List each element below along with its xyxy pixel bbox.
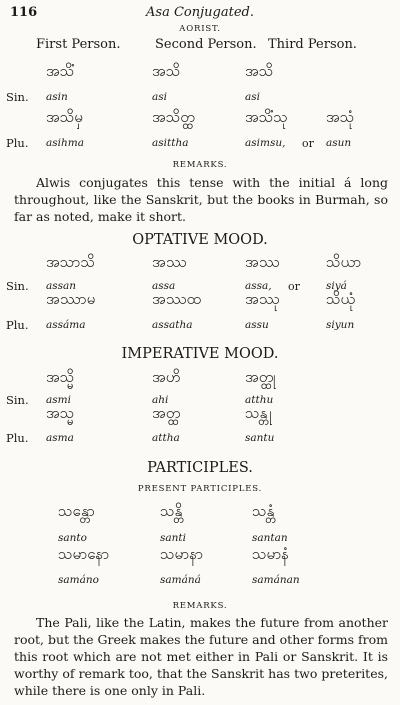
remarks-paragraph — [14, 174, 388, 225]
row-label-plural: Plu. — [6, 431, 29, 445]
burmese-word: အသိ — [245, 62, 274, 80]
burmese-word: အဿု — [245, 290, 280, 308]
remarks-text: Alwis conjugates this tense with the initial á long throughout, like the Sanskrit, but the books in Burmah, so far as noted, make it short. — [14, 175, 388, 224]
burmese-word: သိယာ — [326, 253, 362, 271]
burmese-word: အဿာမ — [46, 290, 96, 308]
row-label-plural: Plu. — [6, 318, 29, 332]
roman-word: samáno — [58, 574, 99, 586]
roman-word: attha — [152, 432, 180, 444]
optative-heading: OPTATIVE MOOD. — [132, 232, 268, 248]
roman-word: asi — [245, 91, 261, 103]
burmese-word: အသိမှ — [46, 108, 83, 126]
burmese-word: သမာနံ — [252, 545, 290, 563]
roman-word: asun — [326, 137, 352, 149]
roman-word: assu — [245, 319, 269, 331]
present-participles-subtitle: PRESENT PARTICIPLES. — [137, 484, 263, 494]
roman-word: siyá — [326, 280, 347, 292]
burmese-word: အဿ — [152, 253, 187, 271]
burmese-word: အဿ — [245, 253, 280, 271]
column-third-person: Third Person. — [268, 37, 357, 52]
row-label-singular: Sin. — [6, 393, 29, 407]
burmese-word: သမာနော — [58, 545, 110, 563]
burmese-word: အတ္ထ — [152, 404, 181, 422]
remarks-title: REMARKS. — [172, 601, 228, 611]
burmese-word: အသိတ္ထ — [152, 108, 195, 126]
row-label-plural: Plu. — [6, 136, 29, 150]
roman-word: santan — [252, 532, 288, 544]
burmese-word: အဟိ — [152, 368, 181, 386]
column-first-person: First Person. — [36, 37, 121, 52]
column-second-person: Second Person. — [155, 37, 257, 52]
roman-word: ahi — [152, 394, 169, 406]
burmese-word: အသာသိ — [46, 253, 95, 271]
remarks-paragraph — [14, 614, 388, 699]
row-label-singular: Sin. — [6, 90, 29, 104]
roman-word: assa, — [245, 280, 272, 292]
roman-word: samáná — [160, 574, 201, 586]
roman-word: asittha — [152, 137, 189, 149]
roman-word: siyun — [326, 319, 355, 331]
burmese-word: အသ္မ — [46, 404, 75, 422]
remarks-title: REMARKS. — [172, 160, 228, 170]
or-text: or — [288, 280, 300, 293]
roman-word: asin — [46, 91, 68, 103]
burmese-word: သိယုံ — [326, 290, 356, 308]
burmese-word: အသိ — [152, 62, 181, 80]
roman-word: asimsu, — [245, 137, 286, 149]
burmese-word: အတ္ထု — [245, 368, 276, 386]
roman-word: asi — [152, 91, 168, 103]
burmese-word: အသ္မိ — [46, 368, 75, 386]
burmese-word: အသိံသု — [245, 108, 288, 126]
roman-word: assáma — [46, 319, 86, 331]
remarks-text: The Pali, like the Latin, makes the future from another root, but the Greek makes the future and other forms from this root which are not met either in Pali or Sanskrit. It is worthy of remark too, that the Sanskrit has two preterites, while there is one only in Pali. — [14, 615, 388, 698]
running-title: Asa Conjugated. — [146, 5, 254, 20]
roman-word: santu — [245, 432, 275, 444]
roman-word: assatha — [152, 319, 193, 331]
burmese-word: သန္တော — [58, 502, 95, 520]
imperative-heading: IMPERATIVE MOOD. — [121, 346, 279, 362]
burmese-word: သန္တံ — [252, 502, 275, 520]
or-text: or — [302, 137, 314, 150]
burmese-word: သန္တု — [245, 404, 272, 422]
roman-word: santo — [58, 532, 87, 544]
burmese-word: သန္တိ — [160, 502, 183, 520]
burmese-word: အသိံ — [46, 62, 75, 80]
roman-word: asihma — [46, 137, 84, 149]
burmese-word: သမာနာ — [160, 545, 204, 563]
roman-word: samánan — [252, 574, 300, 586]
roman-word: assan — [46, 280, 77, 292]
aorist-title: AORIST. — [179, 24, 221, 34]
burmese-word: အဿထ — [152, 290, 201, 308]
roman-word: santi — [160, 532, 186, 544]
roman-word: asma — [46, 432, 74, 444]
roman-word: assa — [152, 280, 176, 292]
page-number: 116 — [10, 5, 38, 20]
roman-word: asmi — [46, 394, 71, 406]
burmese-word: အသုံ — [326, 108, 355, 126]
row-label-singular: Sin. — [6, 279, 29, 293]
roman-word: atthu — [245, 394, 274, 406]
participles-heading: PARTICIPLES. — [147, 460, 253, 476]
